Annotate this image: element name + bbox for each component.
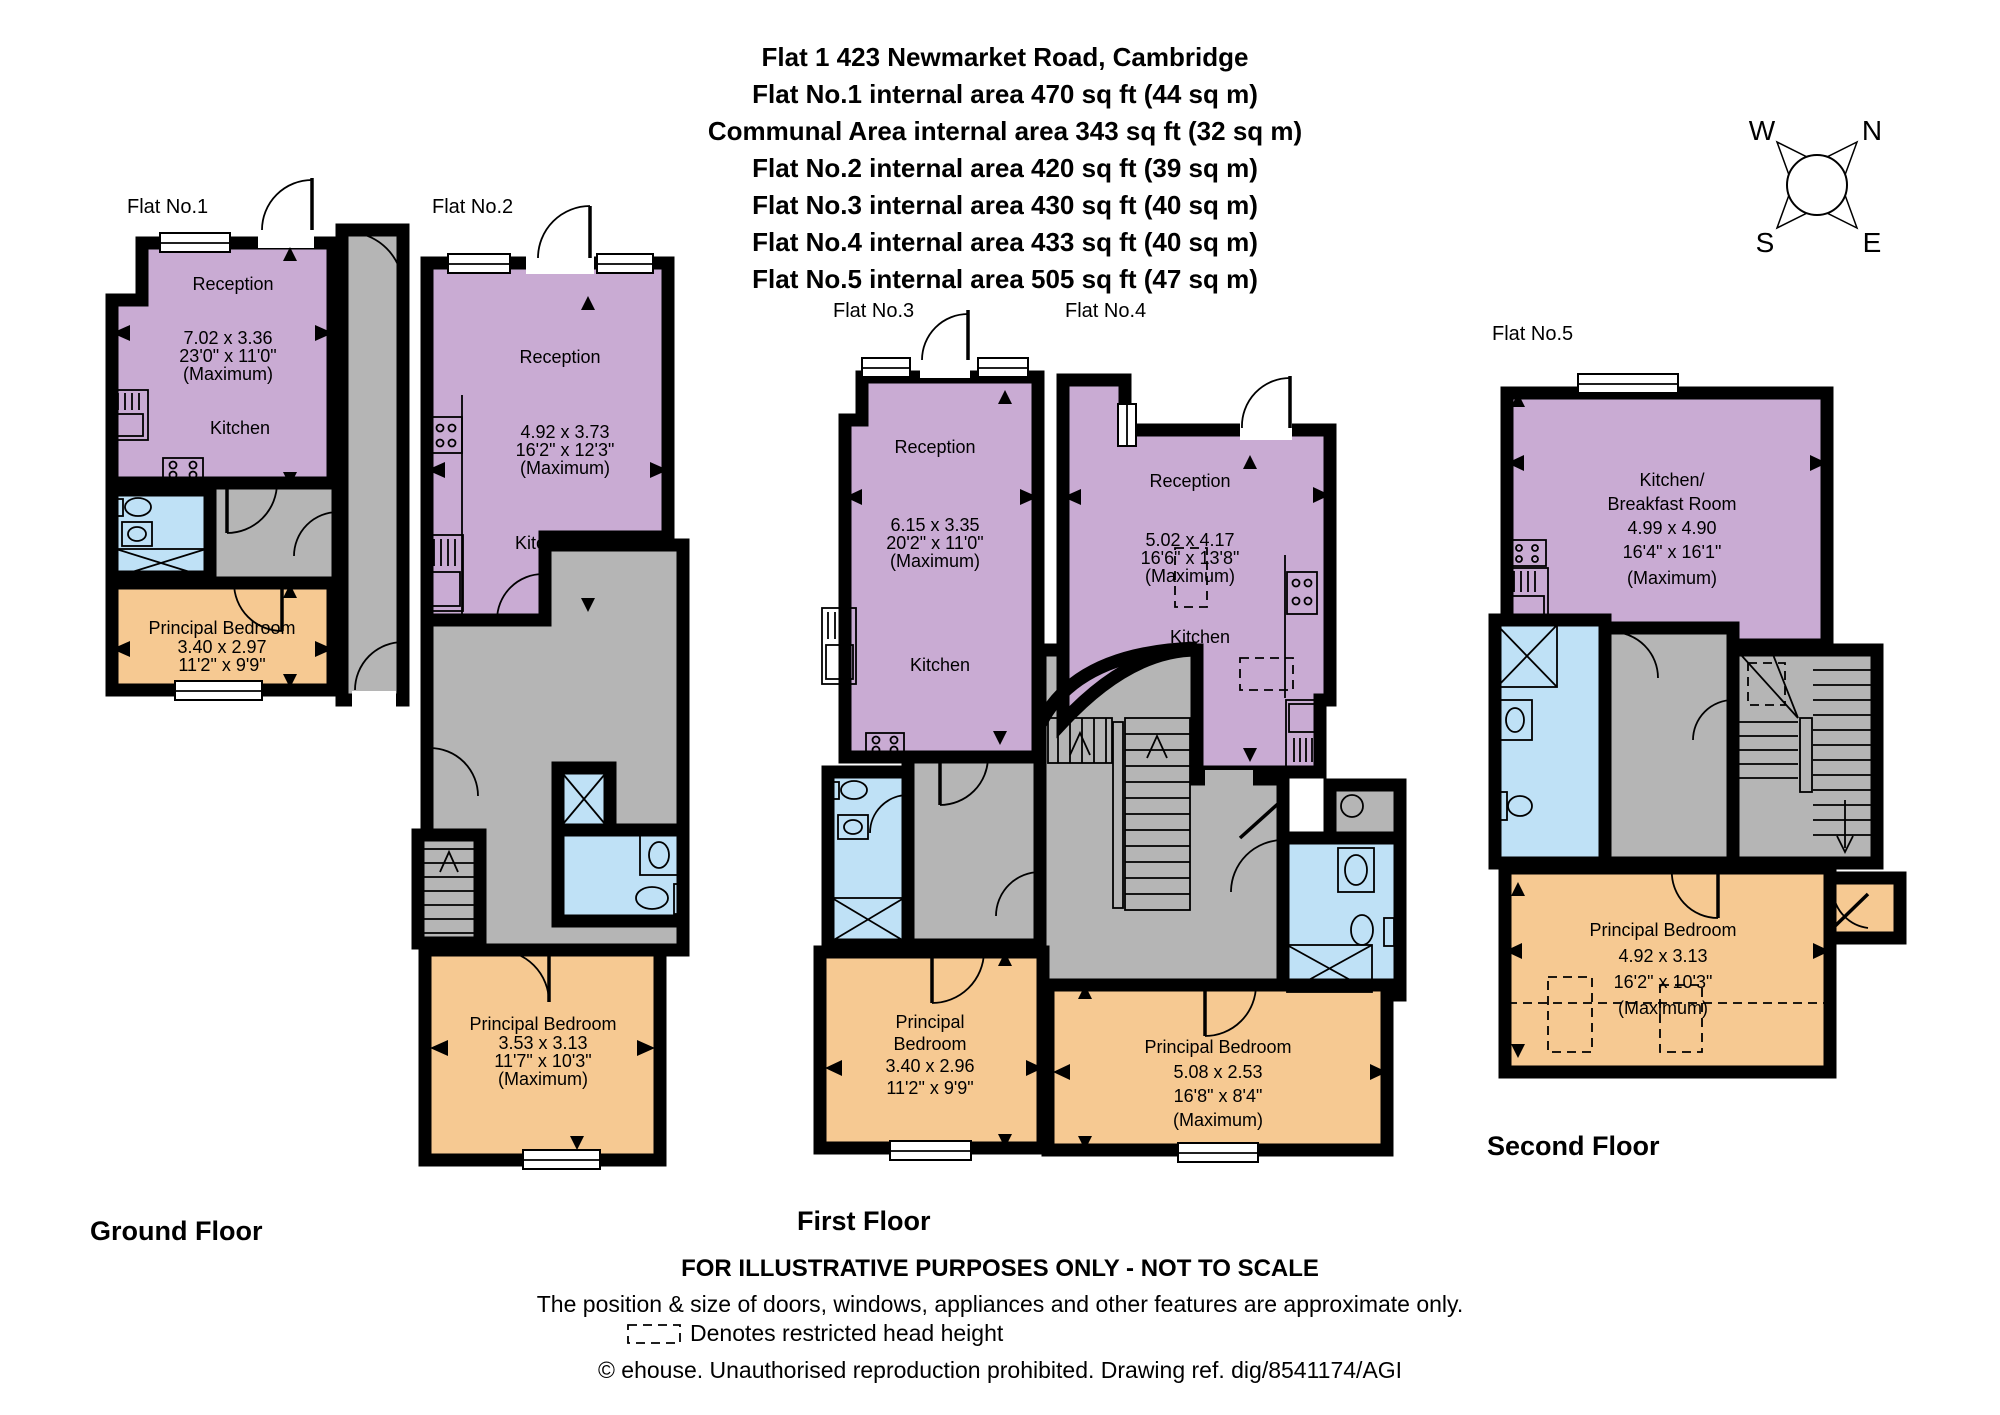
area-line-flat1: Flat No.1 internal area 470 sq ft (44 sq m) [752, 79, 1258, 109]
flat1-reception-dims-m: 7.02 x 3.36 [183, 328, 273, 348]
flat4-bedroom-max: (Maximum) [1173, 1110, 1263, 1130]
footer-disclaimer: FOR ILLUSTRATIVE PURPOSES ONLY - NOT TO SCALE [681, 1255, 1319, 1282]
flat2-reception-dims-ft: 16'2" x 12'3" [515, 440, 615, 460]
area-line-flat4: Flat No.4 internal area 433 sq ft (40 sq m) [752, 227, 1258, 257]
restricted-head-legend-icon [628, 1325, 680, 1343]
flat4-bedroom-dims-m: 5.08 x 2.53 [1173, 1062, 1263, 1082]
flat3-entry-door [920, 310, 970, 378]
flat2-bedroom-max: (Maximum) [498, 1069, 588, 1089]
flat2-reception-dims-m: 4.92 x 3.73 [520, 422, 610, 442]
flat2-bedroom-label: Principal Bedroom [469, 1014, 617, 1034]
page-title: Flat 1 423 Newmarket Road, Cambridge [761, 42, 1249, 72]
flat3-label: Flat No.3 [833, 300, 915, 322]
flat3-hall [908, 757, 1040, 945]
flat2-label: Flat No.2 [432, 196, 514, 218]
footer-block [537, 1255, 1463, 1383]
second-floor-label: Second Floor [1487, 1131, 1660, 1161]
flat2-bedroom-dims-m: 3.53 x 3.13 [498, 1033, 588, 1053]
flat5-kitchen-max: (Maximum) [1627, 568, 1717, 588]
flat4-reception-dims-m: 5.02 x 4.17 [1145, 530, 1235, 550]
flat5-stairwell [1733, 650, 1877, 863]
flat2-entry-door [526, 206, 594, 274]
flat4-entry-door [1240, 376, 1292, 440]
flat1-bedroom-dims-m: 3.40 x 2.97 [177, 637, 267, 657]
flat5-bedroom-max: (Maximum) [1618, 998, 1708, 1018]
flat4-lobby [1330, 785, 1400, 838]
flat3-reception-max: (Maximum) [890, 551, 980, 571]
flat3-bedroom-label-2: Bedroom [893, 1034, 967, 1054]
flat5-landing [1830, 878, 1900, 938]
flat5-bathroom [1495, 620, 1605, 863]
flat1-bedroom-dims-ft: 11'2" x 9'9" [178, 655, 266, 675]
flat3-window-right [978, 358, 1028, 377]
flat3-reception-dims-m: 6.15 x 3.35 [890, 515, 980, 535]
flat3-reception-label: Reception [894, 437, 976, 457]
flat5-label: Flat No.5 [1492, 323, 1574, 345]
flat5-bedroom-dims-ft: 16'2" x 10'3" [1613, 972, 1713, 992]
flat4-bedroom-dims-ft: 16'8" x 8'4" [1173, 1086, 1263, 1106]
ground-floor-label: Ground Floor [90, 1216, 263, 1246]
flat5-bedroom-label: Principal Bedroom [1589, 920, 1737, 940]
flat2-kitchen-label: Kitchen [514, 533, 576, 553]
flat1-reception-max: (Maximum) [183, 364, 273, 384]
flat3-bedroom-label-1: Principal [895, 1012, 965, 1032]
compass-west-label: W [1748, 115, 1776, 146]
flat1-label: Flat No.1 [127, 196, 209, 218]
flat4-corner-window [1118, 404, 1136, 446]
flat1-reception-label: Reception [192, 274, 274, 294]
flat3-kitchen-label: Kitchen [909, 655, 971, 675]
flat2-window-bottom [523, 1150, 600, 1169]
footer-legend-text: Denotes restricted head height [690, 1320, 1004, 1346]
area-line-communal: Communal Area internal area 343 sq ft (32 sq m) [707, 116, 1303, 146]
flat1-bedroom-label: Principal Bedroom [148, 618, 296, 638]
flat3-bedroom-dims-m: 3.40 x 2.96 [885, 1056, 975, 1076]
flat3-window-left [862, 358, 910, 377]
footer-approx-note: The position & size of doors, windows, appliances and other features are approximate only. [536, 1291, 1464, 1317]
flat4-label: Flat No.4 [1065, 300, 1147, 322]
flat5-bedroom-dims-m: 4.92 x 3.13 [1618, 946, 1708, 966]
flat2-window-top-left [448, 254, 510, 273]
flat2-window-top-right [597, 254, 653, 273]
flat1-entry-door [258, 178, 314, 248]
corridor-exit-opening [352, 691, 396, 707]
flat5-kitchen-dims-m: 4.99 x 4.90 [1627, 518, 1717, 538]
flat4-bathroom [1283, 838, 1400, 995]
compass-north-label: N [1861, 115, 1883, 146]
ground-floor-plan [90, 178, 683, 1246]
first-floor-plan [797, 300, 1400, 1236]
flat4-reception-dims-ft: 16'6" x 13'8" [1140, 548, 1240, 568]
flat1-window-top [160, 233, 230, 252]
compass-south-label: S [1755, 227, 1775, 258]
flat4-window-bottom [1178, 1143, 1258, 1162]
compass-east-label: E [1862, 227, 1882, 258]
flat1-kitchen-label: Kitchen [209, 418, 271, 438]
area-line-flat5: Flat No.5 internal area 505 sq ft (47 sq m) [752, 264, 1258, 294]
flat1-reception-dims-ft: 23'0" x 11'0" [179, 346, 277, 366]
flat3-reception-dims-ft: 20'2" x 11'0" [886, 533, 984, 553]
area-line-flat2: Flat No.2 internal area 420 sq ft (39 sq m) [752, 153, 1258, 183]
first-floor-label: First Floor [797, 1206, 931, 1236]
flat2-reception-label: Reception [519, 347, 601, 367]
flat5-kitchen-label-1: Kitchen/ [1639, 470, 1705, 490]
flat5-kitchen-label-2: Breakfast Room [1607, 494, 1737, 514]
flat4-kitchen-label: Kitchen [1169, 627, 1231, 647]
flat3-bedroom-dims-ft: 11'2" x 9'9" [886, 1078, 974, 1098]
footer-copyright: © ehouse. Unauthorised reproduction prohibited. Drawing ref. dig/8541174/AGI [597, 1357, 1403, 1383]
flat2-reception-max: (Maximum) [520, 458, 610, 478]
communal-corridor [342, 230, 403, 700]
flat5-principal-bedroom [1505, 868, 1830, 1072]
header-title-block [708, 42, 1302, 294]
flat5-hall [1605, 628, 1733, 863]
flat1-window-bottom [175, 681, 262, 700]
compass-rose-icon [1749, 115, 1882, 258]
flat4-reception-label: Reception [1149, 471, 1231, 491]
flat5-window-top [1578, 374, 1678, 393]
flat5-kitchen-dims-ft: 16'4" x 16'1" [1622, 542, 1722, 562]
flat4-reception-max: (Maximum) [1145, 566, 1235, 586]
second-floor-plan [1487, 323, 1900, 1161]
flat2-bedroom-dims-ft: 11'7" x 10'3" [494, 1051, 592, 1071]
flat4-bedroom-label: Principal Bedroom [1144, 1037, 1292, 1057]
area-line-flat3: Flat No.3 internal area 430 sq ft (40 sq m) [752, 190, 1258, 220]
flat3-window-bottom [890, 1141, 971, 1160]
